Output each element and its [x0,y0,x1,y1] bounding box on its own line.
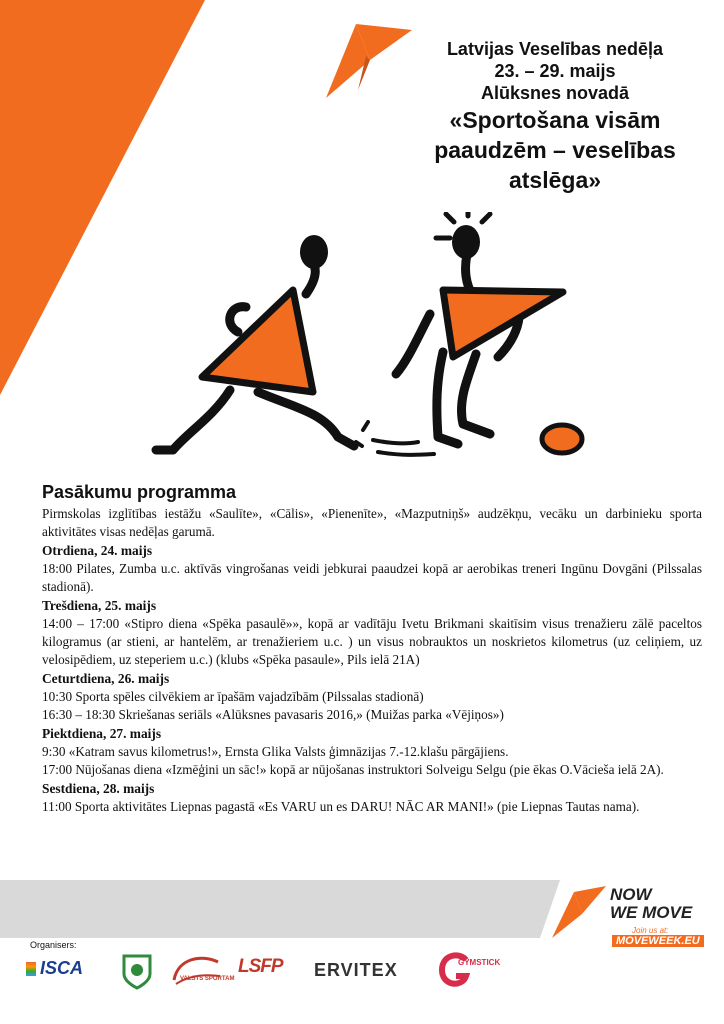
header-title-line-1: «Sportošana visām [449,107,661,133]
ervitex-logo [314,960,424,984]
header-title-line-3: atslēga» [508,167,602,193]
header-dates: 23. – 29. maijs [494,61,616,81]
event-header [390,38,720,194]
event-item: 18:00 Pilates, Zumba u.c. aktīvās vingrošanas veidi jebkurai paaudzei kopā ar aerobikas treneri Ingūnu Dovgāni (Pilssalas stadionā). [42,561,702,594]
header-title-line-2: paaudzēm – veselības [434,137,676,163]
day-heading: Sestdiena, 28. maijs [42,781,155,796]
header-region: Alūksnes novadā [480,83,630,103]
program-intro: Pirmskolas izglītības iestāžu «Saulīte», «Cālis», «Pienenīte», «Mazputniņš» audzēkņu, vecāku un darbinieku sporta aktivitātes visas nedēļas garumā. [42,506,702,539]
day-heading: Otrdiena, 24. maijs [42,543,153,558]
campaign-line-2: WE MOVE [610,903,693,922]
now-we-move-mark-icon [548,882,608,942]
stick-figures-illustration [118,212,598,477]
organisers-label: Organisers: [30,940,77,950]
event-item: 10:30 Sporta spēles cilvēkiem ar īpašām vajadzībām (Pilssalas stadionā) [42,689,424,704]
header-line-1: Latvijas Veselības nedēļa [446,39,664,59]
valsts-sportam-logo [168,950,235,990]
campaign-line-1: NOW [610,885,652,904]
program-content [42,482,702,816]
campaign-join-text: Join us at: [632,926,669,935]
valsts-sportam-text: VALSTS SPORTAM [180,976,235,982]
lsa-shield-logo [120,950,154,990]
event-item: 16:30 – 18:30 Skriešanas seriāls «Alūksnes pavasaris 2016,» (Muižas parka «Vējiņos») [42,707,504,722]
day-heading: Ceturtdiena, 26. maijs [42,671,170,686]
program-title: Pasākumu programma [42,482,237,502]
isca-logo-text: ISCA [40,958,84,978]
lsfp-logo [238,956,308,982]
day-heading: Piektdiena, 27. maijs [42,726,162,741]
lsfp-logo-text: LSFP [238,956,283,977]
shield-icon [120,950,154,990]
ervitex-logo-text: ERVITEX [314,960,398,980]
gymstick-logo-text: GYMSTICK [458,958,501,967]
isca-logo-mark-icon [26,962,36,976]
gymstick-g-icon [436,950,472,990]
event-item: 17:00 Nūjošanas diena «Izmēģini un sāc!» kopā ar nūjošanas instruktori Solveigu Selgu (pie ēkas O.Vācieša ielā 2A). [42,762,664,777]
event-item: 9:30 «Katram savus kilometrus!», Ernsta Glika Valsts ģimnāzijas 7.-12.klašu pārgājiens. [42,744,509,759]
event-item: 11:00 Sporta aktivitātes Liepnas pagastā «Es VARU un es DARU! NĀC AR MANI!» (pie Liepnas Tautas nama). [42,799,640,814]
valsts-sportam-swirl-icon [168,950,224,990]
gymstick-logo [436,950,516,992]
campaign-url[interactable]: MOVEWEEK.EU [612,935,704,947]
event-item: 14:00 – 17:00 «Stipro diena «Spēka pasaulē»», kopā ar vadītāju Ivetu Brikmani skaitīsim visus trenažieru zālē paceltos kilogramus (ar stieni, ar hantelēm, ar trenažieriem u.c. ) un visus nobrauktos un noskrietos kilometrus (uz celiņiem, uz velosipēdiem, uz steperiem u.c.) (klubs «Spēka pasaule», Pils ielā 21A) [42,616,702,667]
isca-logo [26,958,94,980]
day-heading: Trešdiena, 25. maijs [42,598,157,613]
